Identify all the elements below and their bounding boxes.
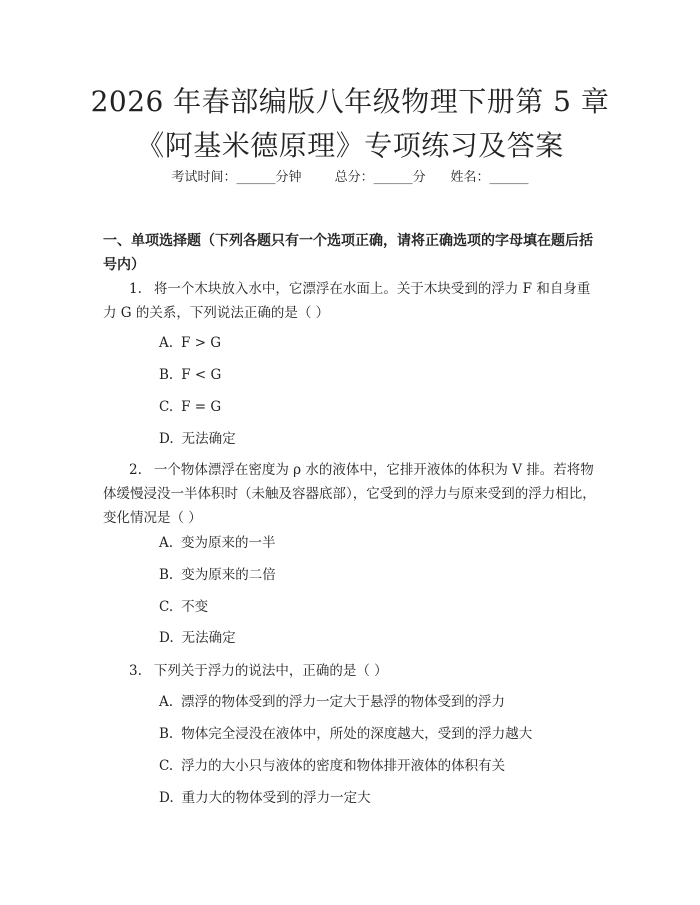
option-letter: D.	[159, 790, 174, 806]
option-text: 浮力的大小只与液体的密度和物体排开液体的体积有关	[181, 758, 506, 774]
option-letter: A.	[159, 535, 174, 551]
question-3-option-c	[159, 756, 505, 776]
exam-time-unit: 分钟	[275, 170, 302, 185]
option-text: 变为原来的一半	[181, 535, 276, 551]
option-letter: B.	[159, 726, 174, 742]
option-text: 不变	[181, 599, 209, 615]
question-number: 2.	[129, 462, 142, 478]
question-text: 将一个木块放入水中，它漂浮在水面上。关于木块受到的浮力 F 和自身重力 G 的关系，下列说法正确的是（ ）	[103, 281, 591, 321]
question-number: 1.	[129, 281, 142, 297]
question-2-option-a	[159, 533, 276, 553]
exam-info-line	[0, 168, 700, 188]
question-2-option-d	[159, 628, 236, 648]
student-name-blank: ______	[489, 170, 529, 185]
option-text: 物体完全浸没在液体中，所处的深度越大，受到的浮力越大	[181, 726, 533, 742]
question-3-option-a	[159, 692, 505, 712]
question-1-option-a	[159, 333, 221, 353]
exam-time-label: 考试时间：	[171, 170, 237, 185]
question-1-option-d	[159, 429, 236, 449]
exam-time-blank: ______	[236, 170, 276, 185]
option-text: 无法确定	[181, 630, 236, 646]
question-1	[103, 277, 603, 325]
option-letter: A.	[159, 335, 174, 351]
option-text: F < G	[181, 367, 222, 383]
option-text: F > G	[181, 335, 222, 351]
option-text: 漂浮的物体受到的浮力一定大于悬浮的物体受到的浮力	[181, 694, 506, 710]
question-text: 下列关于浮力的说法中，正确的是（ ）	[153, 663, 388, 679]
question-3-option-b	[159, 724, 532, 744]
question-1-option-b	[159, 365, 221, 385]
total-score-blank: ______	[373, 170, 413, 185]
option-letter: C.	[159, 758, 174, 774]
option-letter: C.	[159, 599, 174, 615]
question-2-option-c	[159, 597, 208, 617]
question-text: 一个物体漂浮在密度为 ρ 水的液体中，它排开液体的体积为 V 排。若将物体缓慢浸没一半体积时（未触及容器底部），它受到的浮力与原来受到的浮力相比，变化情况是（ ）	[103, 462, 596, 526]
question-number: 3.	[129, 663, 142, 679]
question-2	[103, 458, 603, 530]
section-heading: 一、单项选择题（下列各题只有一个选项正确，请将正确选项的字母填在题后括号内）	[103, 233, 593, 273]
option-letter: C.	[159, 399, 174, 415]
option-text: 无法确定	[181, 431, 236, 447]
student-name-label: 姓名：	[450, 170, 490, 185]
option-text: 重力大的物体受到的浮力一定大	[181, 790, 371, 806]
question-3	[103, 659, 603, 683]
option-letter: B.	[159, 567, 174, 583]
page-title: 2026 年春部编版八年级物理下册第 5 章《阿基米德原理》专项练习及答案	[90, 85, 610, 162]
option-text: F = G	[181, 399, 222, 415]
question-1-option-c	[159, 397, 221, 417]
option-letter: A.	[159, 694, 174, 710]
option-text: 变为原来的二倍	[181, 567, 276, 583]
option-letter: D.	[159, 630, 174, 646]
question-3-option-d	[159, 788, 371, 808]
total-score-label: 总分：	[334, 170, 374, 185]
option-letter: B.	[159, 367, 174, 383]
total-score-unit: 分	[412, 170, 426, 185]
option-letter: D.	[159, 431, 174, 447]
question-2-option-b	[159, 565, 276, 585]
